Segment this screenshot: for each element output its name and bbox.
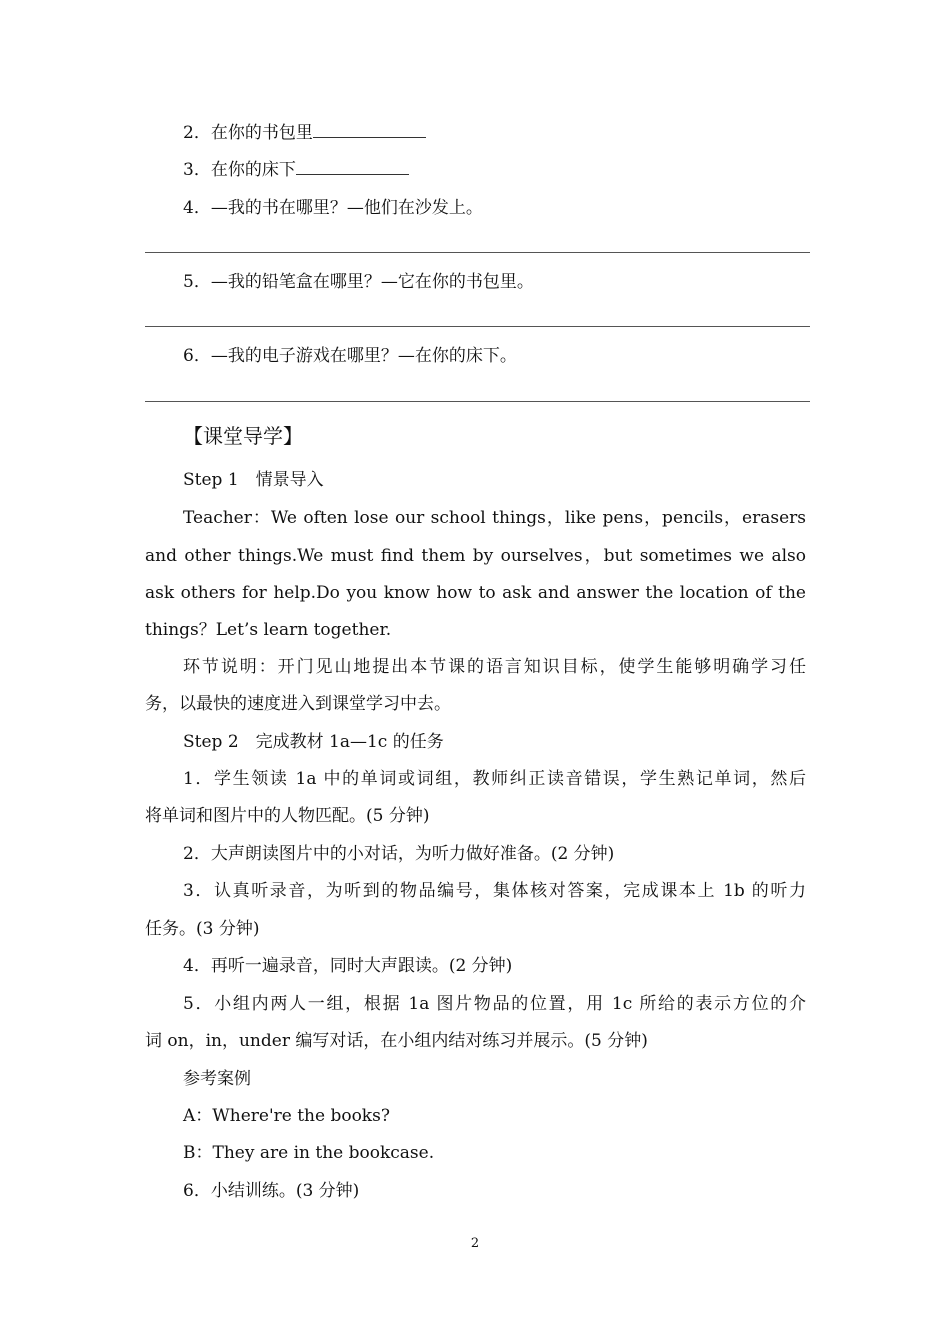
exercise-item-4: 4．—我的书在哪里？—他们在沙发上。 (183, 198, 483, 218)
task-6: 6．小结训练。(3 分钟) (183, 1181, 360, 1201)
reference-title: 参考案例 (183, 1069, 251, 1089)
note-line-1: 环节说明：开门见山地提出本节课的语言知识目标，使学生能够明确学习任 (183, 657, 806, 677)
teacher-line-3: ask others for help.Do you know how to ask and answer the location of the (145, 583, 806, 603)
note-line-2: 务，以最快的速度进入到课堂学习中去。 (145, 694, 451, 714)
step1-title: Step 1 情景导入 (183, 470, 324, 490)
page-number: 2 (470, 1236, 480, 1251)
task-line-2: 将单词和图片中的人物匹配。(5 分钟) (145, 806, 430, 826)
teacher-line-1: Teacher：We often lose our school things，like pens，pencils，erasers (183, 508, 806, 528)
answer-blank[interactable] (313, 121, 426, 138)
answer-blank[interactable] (296, 158, 409, 175)
task-line-5: 任务。(3 分钟) (145, 919, 260, 939)
step2-title: Step 2 完成教材 1a—1c 的任务 (183, 732, 444, 752)
task-line-3: 2．大声朗读图片中的小对话，为听力做好准备。(2 分钟) (183, 844, 615, 864)
exercise-item-2-text: 2．在你的书包里 (183, 123, 313, 143)
task-line-4: 3．认真听录音，为听到的物品编号，集体核对答案，完成课本上 1b 的听力 (183, 881, 806, 901)
task-line-6: 4．再听一遍录音，同时大声跟读。(2 分钟) (183, 956, 513, 976)
exercise-item-6: 6．—我的电子游戏在哪里？—在你的床下。 (183, 346, 517, 366)
answer-line[interactable] (145, 326, 810, 327)
dialogue-a: A：Where're the books? (183, 1106, 390, 1126)
task-line-1: 1．学生领读 1a 中的单词或词组，教师纠正读音错误，学生熟记单词，然后 (183, 769, 806, 789)
dialogue-b: B：They are in the bookcase. (183, 1143, 435, 1163)
answer-line[interactable] (145, 252, 810, 253)
exercise-item-2 (183, 121, 426, 144)
section-heading: 【课堂导学】 (183, 424, 303, 448)
exercise-item-5: 5．—我的铅笔盒在哪里？—它在你的书包里。 (183, 272, 534, 292)
exercise-item-3-text: 3．在你的床下 (183, 160, 296, 180)
task-line-7: 5．小组内两人一组，根据 1a 图片物品的位置，用 1c 所给的表示方位的介 (183, 994, 806, 1014)
teacher-line-2: and other things.We must find them by ourselves，but sometimes we also (145, 546, 806, 566)
teacher-line-4: things？Let’s learn together. (145, 620, 392, 640)
task-line-8: 词 on，in，under 编写对话，在小组内结对练习并展示。(5 分钟) (145, 1031, 648, 1051)
exercise-item-3 (183, 158, 409, 181)
answer-line[interactable] (145, 401, 810, 402)
